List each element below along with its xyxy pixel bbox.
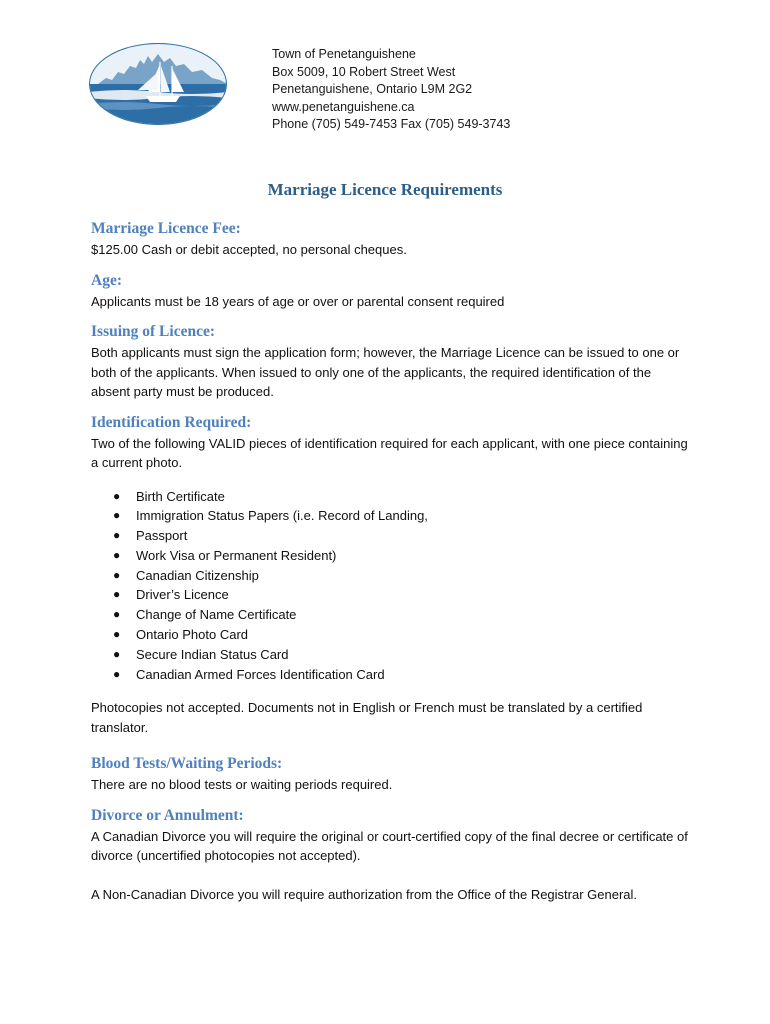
list-item: ● Driver’s Licence [91,585,691,605]
section-divorce [91,805,691,905]
list-item: ● Passport [91,526,691,546]
section-text: Both applicants must sign the application form; however, the Marriage Licence can be issued to one or both of the applicants. When issued to only one of the applicants, the required identification of the absent party must be produced. [91,345,680,399]
section-age [91,270,691,312]
section-heading: Divorce or Annulment: [91,806,244,824]
section-text: Applicants must be 18 years of age or over or parental consent required [91,293,505,309]
address-line-city: Penetanguishene, Ontario L9M 2G2 [272,82,473,96]
section-text: A Canadian Divorce you will require the original or court-certified copy of the final decree or certificate of divorce (uncertified photocopies not accepted). [91,828,688,864]
page-title: Marriage Licence Requirements [267,180,503,199]
section-heading: Identification Required: [91,413,252,431]
section-heading: Issuing of Licence: [91,323,215,340]
bullet-icon: ● [113,547,121,562]
list-item: ● Birth Certificate [91,487,691,507]
bullet-icon: ● [113,587,121,602]
list-item: ● Secure Indian Status Card [91,645,691,665]
section-text: $125.00 Cash or debit accepted, no personal cheques. [91,242,407,257]
section-note: Photocopies not accepted. Documents not in English or French must be translated by a certified translator. [91,700,643,735]
address-line-town: Town of Penetanguishene [272,47,416,61]
section-heading: Marriage Licence Fee: [91,220,241,237]
section-text: A Non-Canadian Divorce you will require authorization from the Office of the Registrar General. [91,886,638,902]
list-item: ● Change of Name Certificate [91,605,691,625]
list-item: ● Immigration Status Papers (i.e. Record of Landing, [91,506,691,526]
address-line-website[interactable]: www.penetanguishene.ca [272,99,415,114]
bullet-icon: ● [113,666,121,681]
bullet-icon: ● [113,508,121,523]
section-text: There are no blood tests or waiting periods required. [91,777,393,793]
bullet-icon: ● [113,567,121,582]
section-heading: Age: [91,271,122,289]
section-issuing [91,321,691,402]
id-list [91,487,691,685]
bullet-icon: ● [113,607,121,622]
list-item: ● Work Visa or Permanent Resident) [91,546,691,566]
list-item: ● Ontario Photo Card [91,625,691,645]
section-heading: Blood Tests/Waiting Periods: [91,755,283,773]
document-body [91,218,691,914]
bullet-icon: ● [113,528,121,543]
bullet-icon: ● [113,646,121,661]
address-line-street: Box 5009, 10 Robert Street West [272,64,456,79]
section-blood-tests [91,753,691,795]
bullet-icon: ● [113,488,121,503]
section-fee [91,218,691,260]
address-line-phone-fax: Phone (705) 549-7453 Fax (705) 549-3743 [272,117,511,131]
list-item: ● Canadian Armed Forces Identification Card [91,665,691,685]
sailing-ship-logo-icon [88,42,228,126]
bullet-icon: ● [113,627,121,642]
section-intro: Two of the following VALID pieces of identification required for each applicant, with one piece containing a current photo. [91,435,688,470]
section-identification [91,412,691,738]
list-item: ● Canadian Citizenship [91,566,691,586]
town-address-block [272,46,510,134]
